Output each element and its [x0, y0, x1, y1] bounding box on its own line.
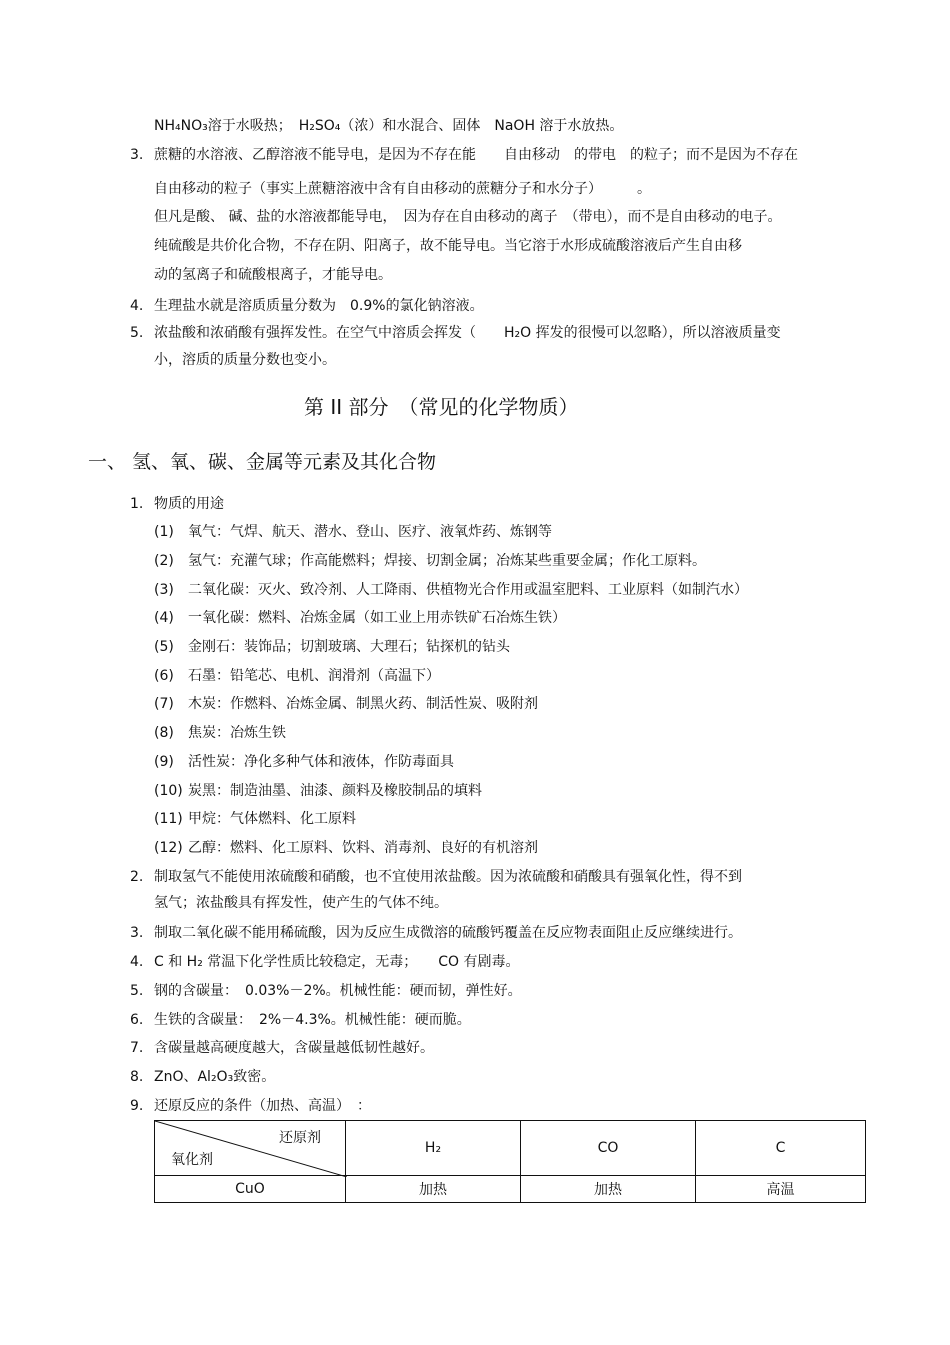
- text-line: 含碳量越高硬度越大，含碳量越低韧性越好。: [154, 1040, 434, 1056]
- list-item: 一氧化碳：燃料、冶炼金属（如工业上用赤铁矿石冶炼生铁）: [188, 610, 566, 626]
- sub-item-number: (11): [154, 811, 183, 827]
- corner-top-label: 还原剂: [279, 1130, 321, 1146]
- table-cell: 加热: [521, 1176, 696, 1203]
- table-cell: 加热: [346, 1176, 521, 1203]
- text-line: NH₄NO₃溶于水吸热； H₂SO₄（浓）和水混合、固体 NaOH 溶于水放热。: [154, 118, 624, 134]
- list-title: 物质的用途: [154, 496, 224, 512]
- table-header-cell: CO: [521, 1121, 696, 1176]
- item-number: 5.: [130, 983, 144, 999]
- item-number: 9.: [130, 1098, 144, 1114]
- text-line: 生铁的含碳量： 2%－4.3%。机械性能：硬而脆。: [154, 1012, 471, 1028]
- list-item: 氢气：充灌气球；作高能燃料；焊接、切割金属；冶炼某些重要金属；作化工原料。: [188, 553, 706, 569]
- table-header-cell: H₂: [346, 1121, 521, 1176]
- sub-item-number: (8): [154, 725, 174, 741]
- item-number: 2.: [130, 869, 144, 885]
- list-item: 金刚石：装饰品；切割玻璃、大理石；钻探机的钻头: [188, 639, 510, 655]
- text-line: 制取二氧化碳不能用稀硫酸，因为反应生成微溶的硫酸钙覆盖在反应物表面阻止反应继续进行。: [154, 925, 742, 941]
- item-number: 8.: [130, 1069, 144, 1085]
- list-item: 活性炭：净化多种气体和液体，作防毒面具: [188, 754, 454, 770]
- sub-item-number: (9): [154, 754, 174, 770]
- text-line: ZnO、Al₂O₃致密。: [154, 1069, 276, 1085]
- text-line: 钢的含碳量： 0.03%－2%。机械性能：硬而韧，弹性好。: [154, 983, 522, 999]
- text-line: 小，溶质的质量分数也变小。: [154, 352, 336, 368]
- text-line: 制取氢气不能使用浓硫酸和硝酸，也不宜使用浓盐酸。因为浓硫酸和硝酸具有强氧化性，得不到: [154, 869, 742, 885]
- text-line: 动的氢离子和硫酸根离子，才能导电。: [154, 267, 392, 283]
- table-row: [155, 1176, 866, 1203]
- text-line: 但凡是酸、 碱、盐的水溶液都能导电， 因为存在自由移动的离子 （带电），而不是自由移动的电子。: [154, 209, 782, 225]
- sub-item-number: (4): [154, 610, 174, 626]
- item-number: 4.: [130, 954, 144, 970]
- part-title: 第 II 部分 （常见的化学物质）: [304, 395, 579, 419]
- list-item: 氧气：气焊、航天、潜水、登山、医疗、液氧炸药、炼钢等: [188, 524, 552, 540]
- list-item: 焦炭：冶炼生铁: [188, 725, 286, 741]
- item-number: 3.: [130, 147, 144, 163]
- text-line: 纯硫酸是共价化合物，不存在阴、阳离子，故不能导电。当它溶于水形成硫酸溶液后产生自由移: [154, 238, 742, 254]
- sub-item-number: (10): [154, 783, 183, 799]
- list-item: 二氧化碳：灭火、致冷剂、人工降雨、供植物光合作用或温室肥料、工业原料（如制汽水）: [188, 582, 748, 598]
- text-line: 浓盐酸和浓硝酸有强挥发性。在空气中溶质会挥发（ H₂O 挥发的很慢可以忽略），所以溶液质量变: [154, 325, 781, 341]
- list-item: 甲烷：气体燃料、化工原料: [188, 811, 356, 827]
- sub-item-number: (7): [154, 696, 174, 712]
- list-item: 乙醇：燃料、化工原料、饮料、消毒剂、良好的有机溶剂: [188, 840, 538, 856]
- item-number: 7.: [130, 1040, 144, 1056]
- table-row-label: CuO: [155, 1176, 346, 1203]
- list-item: 石墨：铅笔芯、电机、润滑剂（高温下）: [188, 668, 440, 684]
- sub-item-number: (2): [154, 553, 174, 569]
- table-cell: 高温: [696, 1176, 866, 1203]
- corner-bottom-label: 氧化剂: [171, 1152, 213, 1168]
- table-header-row: [155, 1121, 866, 1176]
- sub-item-number: (6): [154, 668, 174, 684]
- sub-item-number: (5): [154, 639, 174, 655]
- section-heading: 一、 氢、氧、碳、金属等元素及其化合物: [88, 451, 437, 473]
- text-line: 自由移动的粒子（事实上蔗糖溶液中含有自由移动的蔗糖分子和水分子） 。: [154, 181, 651, 197]
- list-item: 木炭：作燃料、冶炼金属、制黑火药、制活性炭、吸附剂: [188, 696, 538, 712]
- sub-item-number: (1): [154, 524, 174, 540]
- table-corner-cell: [155, 1121, 346, 1176]
- reduction-conditions-table: [154, 1120, 866, 1203]
- item-number: 4.: [130, 298, 144, 314]
- list-item: 炭黑：制造油墨、油漆、颜料及橡胶制品的填料: [188, 783, 482, 799]
- text-line: C 和 H₂ 常温下化学性质比较稳定，无毒； CO 有剧毒。: [154, 954, 520, 970]
- text-line: 氢气；浓盐酸具有挥发性，使产生的气体不纯。: [154, 895, 448, 911]
- sub-item-number: (3): [154, 582, 174, 598]
- sub-item-number: (12): [154, 840, 183, 856]
- text-line: 生理盐水就是溶质质量分数为 0.9%的氯化钠溶液。: [154, 298, 484, 314]
- text-line: 还原反应的条件（加热、高温） ：: [154, 1098, 371, 1114]
- item-number: 6.: [130, 1012, 144, 1028]
- item-number: 3.: [130, 925, 144, 941]
- item-number: 5.: [130, 325, 144, 341]
- table-header-cell: C: [696, 1121, 866, 1176]
- text-line: 蔗糖的水溶液、乙醇溶液不能导电，是因为不存在能 自由移动 的带电 的粒子；而不是因为不存在: [154, 147, 798, 163]
- item-number: 1.: [130, 496, 144, 512]
